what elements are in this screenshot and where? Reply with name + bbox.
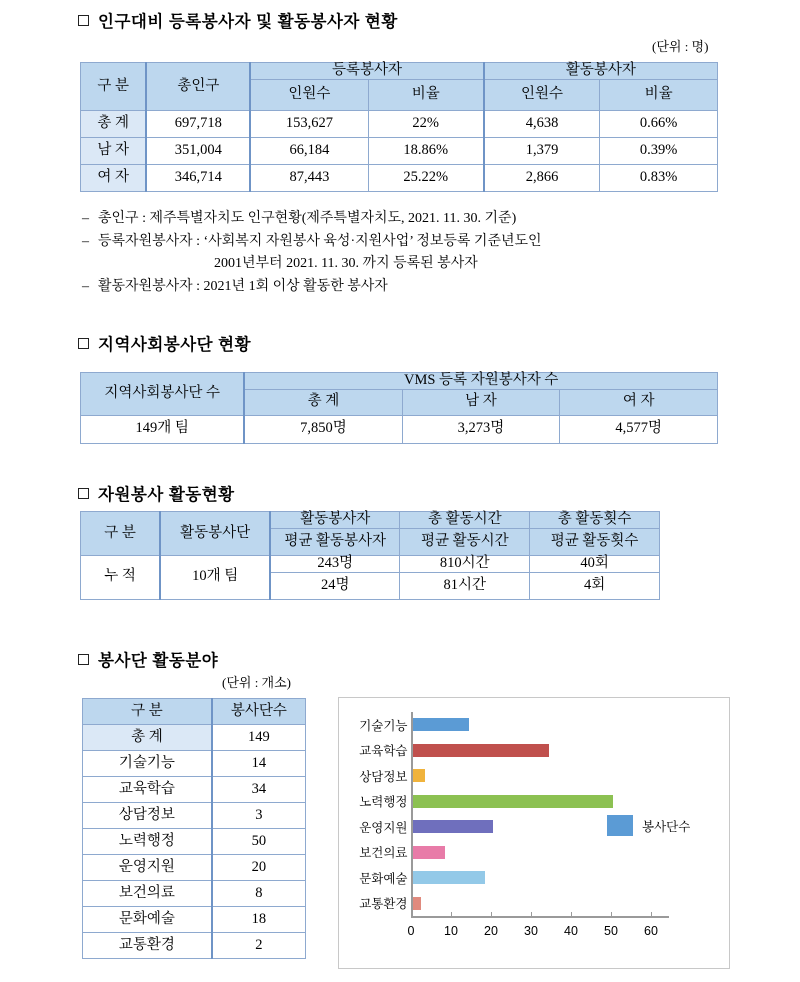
- th-total-pop: 총인구: [146, 63, 250, 111]
- chart-category-label: 노력행정: [359, 795, 408, 810]
- chart-x-tick-label: 40: [564, 924, 578, 938]
- row-value: 20: [212, 855, 306, 881]
- chart-x-tick-label: 0: [407, 924, 415, 938]
- chart-category-label: 문화예술: [359, 871, 408, 886]
- table-row: [83, 751, 306, 777]
- corps-field-table: [82, 698, 306, 959]
- section-title-text: 지역사회봉사단 현황: [98, 336, 252, 354]
- corps-field-bar-chart: [338, 697, 730, 969]
- table-row: [83, 933, 306, 959]
- th-volunteers: 활동봉사자: [270, 512, 400, 529]
- row-label: 문화예술: [83, 907, 212, 933]
- dash-icon: –: [82, 279, 89, 295]
- row-label: 남 자: [81, 137, 147, 164]
- th-hours: 총 활동시간: [400, 512, 530, 529]
- bullet-square-icon: [78, 488, 89, 499]
- chart-x-tick: [611, 912, 612, 916]
- bullet-square-icon: [78, 654, 89, 665]
- table-row: [83, 855, 306, 881]
- cell-act-rate: 0.66%: [600, 110, 718, 137]
- section-title-text: 봉사단 활동분야: [98, 652, 219, 670]
- table-header-row: [83, 699, 306, 725]
- chart-category-label: 교육학습: [359, 744, 408, 759]
- chart-y-axis: [411, 712, 413, 916]
- th-total: 총 계: [244, 389, 402, 415]
- th-avg-counts: 평균 활동횟수: [530, 528, 660, 555]
- th-gubun: 구 분: [81, 63, 147, 111]
- row-label: 운영지원: [83, 855, 212, 881]
- chart-bar: [359, 744, 549, 759]
- cell-avg-volunteers: 243명: [270, 555, 400, 572]
- section-heading-4: [78, 647, 218, 671]
- chart-x-tick: [451, 912, 452, 916]
- footnote-text: 등록자원봉사자 : ‘사회복지 자원봉사 육성·지원사업’ 정보등록 기준년도인: [98, 233, 542, 249]
- row-value: 34: [212, 777, 306, 803]
- table-row: [81, 415, 718, 443]
- table-row: [83, 829, 306, 855]
- cell-female: 4,577명: [560, 415, 718, 443]
- cell-avg-counts: 40회: [530, 555, 660, 572]
- dash-icon: –: [82, 233, 89, 249]
- row-label: 총 계: [83, 725, 212, 751]
- cell-reg-count: 66,184: [250, 137, 368, 164]
- chart-bar: [359, 820, 493, 835]
- th-male: 남 자: [402, 389, 560, 415]
- th-vms: VMS 등록 자원봉사자 수: [244, 373, 717, 390]
- chart-plot-area: [339, 698, 729, 968]
- cell-avg-hours: 810시간: [400, 555, 530, 572]
- cell-avg-counts: 4회: [530, 572, 660, 599]
- table-row: [83, 777, 306, 803]
- th-act-rate: 비율: [600, 79, 718, 110]
- cell-act-count: 2,866: [484, 164, 600, 191]
- th-registered: 등록봉사자: [250, 63, 484, 80]
- chart-x-tick-label: 20: [484, 924, 498, 938]
- table-row: [81, 110, 718, 137]
- footnote-item: [82, 276, 542, 299]
- cell-total-pop: 346,714: [146, 164, 250, 191]
- cell-total-pop: 697,718: [146, 110, 250, 137]
- bullet-square-icon: [78, 338, 89, 349]
- footnotes-block: [82, 208, 542, 299]
- footnote-text: 총인구 : 제주특별자치도 인구현황(제주특별자치도, 2021. 11. 30. 기준): [98, 211, 517, 226]
- chart-x-axis: [411, 916, 669, 918]
- table-row: [83, 881, 306, 907]
- th-act-count: 인원수: [484, 79, 600, 110]
- volunteer-activity-table: [80, 511, 660, 600]
- row-value: 18: [212, 907, 306, 933]
- cell-corps-count: 149개 팀: [81, 415, 245, 443]
- cell-reg-rate: 22%: [368, 110, 484, 137]
- cell-reg-count: 153,627: [250, 110, 368, 137]
- section-title-text: 인구대비 등록봉사자 및 활동봉사자 현황: [98, 13, 398, 31]
- section-heading-3: [78, 481, 235, 505]
- th-active: 활동봉사자: [484, 63, 718, 80]
- chart-x-tick-label: 10: [444, 924, 458, 938]
- row-label: 노력행정: [83, 829, 212, 855]
- chart-bar: [359, 871, 485, 886]
- cell-reg-rate: 18.86%: [368, 137, 484, 164]
- th-counts: 총 활동횟수: [530, 512, 660, 529]
- row-value: 2: [212, 933, 306, 959]
- row-value: 8: [212, 881, 306, 907]
- chart-x-tick-label: 50: [604, 924, 618, 938]
- dash-icon: –: [82, 211, 89, 226]
- cell-act-rate: 0.83%: [600, 164, 718, 191]
- row-label: 교통환경: [83, 933, 212, 959]
- table-row: [81, 555, 660, 572]
- row-label: 보건의료: [83, 881, 212, 907]
- cell-avg-volunteers: 24명: [270, 572, 400, 599]
- chart-x-tick: [651, 912, 652, 916]
- section-heading-1: [78, 8, 398, 32]
- cell-act-count: 1,379: [484, 137, 600, 164]
- chart-x-tick-label: 30: [524, 924, 538, 938]
- row-value: 14: [212, 751, 306, 777]
- cell-reg-count: 87,443: [250, 164, 368, 191]
- table-header-row: [81, 63, 718, 80]
- chart-x-tick: [571, 912, 572, 916]
- row-label-cumulative: 누 적: [81, 555, 161, 599]
- unit-label-1: (단위 : 명): [652, 39, 709, 54]
- chart-category-label: 교통환경: [359, 897, 408, 912]
- footnote-item: [82, 208, 542, 231]
- row-label: 총 계: [81, 110, 147, 137]
- cell-total: 7,850명: [244, 415, 402, 443]
- row-value: 3: [212, 803, 306, 829]
- population-volunteer-table: [80, 62, 718, 192]
- th-gubun: 구 분: [81, 512, 161, 556]
- legend-swatch: [607, 815, 633, 836]
- chart-x-tick: [531, 912, 532, 916]
- unit-label-4: (단위 : 개소): [222, 675, 292, 690]
- table-row: [81, 137, 718, 164]
- community-corps-table: [80, 372, 718, 444]
- cell-act-rate: 0.39%: [600, 137, 718, 164]
- row-label: 여 자: [81, 164, 147, 191]
- chart-bar: [359, 795, 613, 810]
- row-label: 기술기능: [83, 751, 212, 777]
- th-corps-count: 봉사단수: [212, 699, 306, 725]
- chart-bar: [359, 846, 445, 861]
- table-row: [83, 907, 306, 933]
- chart-bar: [359, 718, 469, 733]
- footnote-item: [82, 231, 542, 254]
- footnote-continuation: 2001년부터 2021. 11. 30. 까지 등록된 봉사자: [214, 256, 478, 272]
- chart-legend: [607, 815, 690, 836]
- table-row: [81, 164, 718, 191]
- th-corps-count: 지역사회봉사단 수: [81, 373, 245, 416]
- legend-label: 봉사단수: [642, 819, 691, 834]
- table-header-row: [81, 373, 718, 390]
- cell-avg-hours: 81시간: [400, 572, 530, 599]
- table-row: [83, 725, 306, 751]
- row-label: 교육학습: [83, 777, 212, 803]
- cell-total-pop: 351,004: [146, 137, 250, 164]
- chart-x-tick-label: 60: [644, 924, 658, 938]
- th-avg-volunteers: 평균 활동봉사자: [270, 528, 400, 555]
- section-title-text: 자원봉사 활동현황: [98, 486, 235, 504]
- table-row: [83, 803, 306, 829]
- th-corps: 활동봉사단: [160, 512, 270, 556]
- table-header-row: [81, 512, 660, 529]
- cell-male: 3,273명: [402, 415, 560, 443]
- row-label: 상담정보: [83, 803, 212, 829]
- th-gubun: 구 분: [83, 699, 212, 725]
- th-reg-count: 인원수: [250, 79, 368, 110]
- chart-x-tick: [491, 912, 492, 916]
- cell-reg-rate: 25.22%: [368, 164, 484, 191]
- chart-category-label: 기술기능: [359, 718, 408, 733]
- section-heading-2: [78, 331, 251, 355]
- cell-act-count: 4,638: [484, 110, 600, 137]
- footnote-text: 활동자원봉사자 : 2021년 1회 이상 활동한 봉사자: [98, 279, 388, 295]
- th-female: 여 자: [560, 389, 718, 415]
- cell-corps: 10개 팀: [160, 555, 270, 599]
- row-value: 50: [212, 829, 306, 855]
- bullet-square-icon: [78, 15, 89, 26]
- chart-bar: [359, 769, 425, 784]
- row-value: 149: [212, 725, 306, 751]
- chart-category-label: 운영지원: [359, 820, 408, 835]
- chart-bar: [359, 897, 421, 912]
- chart-category-label: 상담정보: [359, 769, 408, 784]
- th-avg-hours: 평균 활동시간: [400, 528, 530, 555]
- th-reg-rate: 비율: [368, 79, 484, 110]
- chart-category-label: 보건의료: [359, 846, 408, 861]
